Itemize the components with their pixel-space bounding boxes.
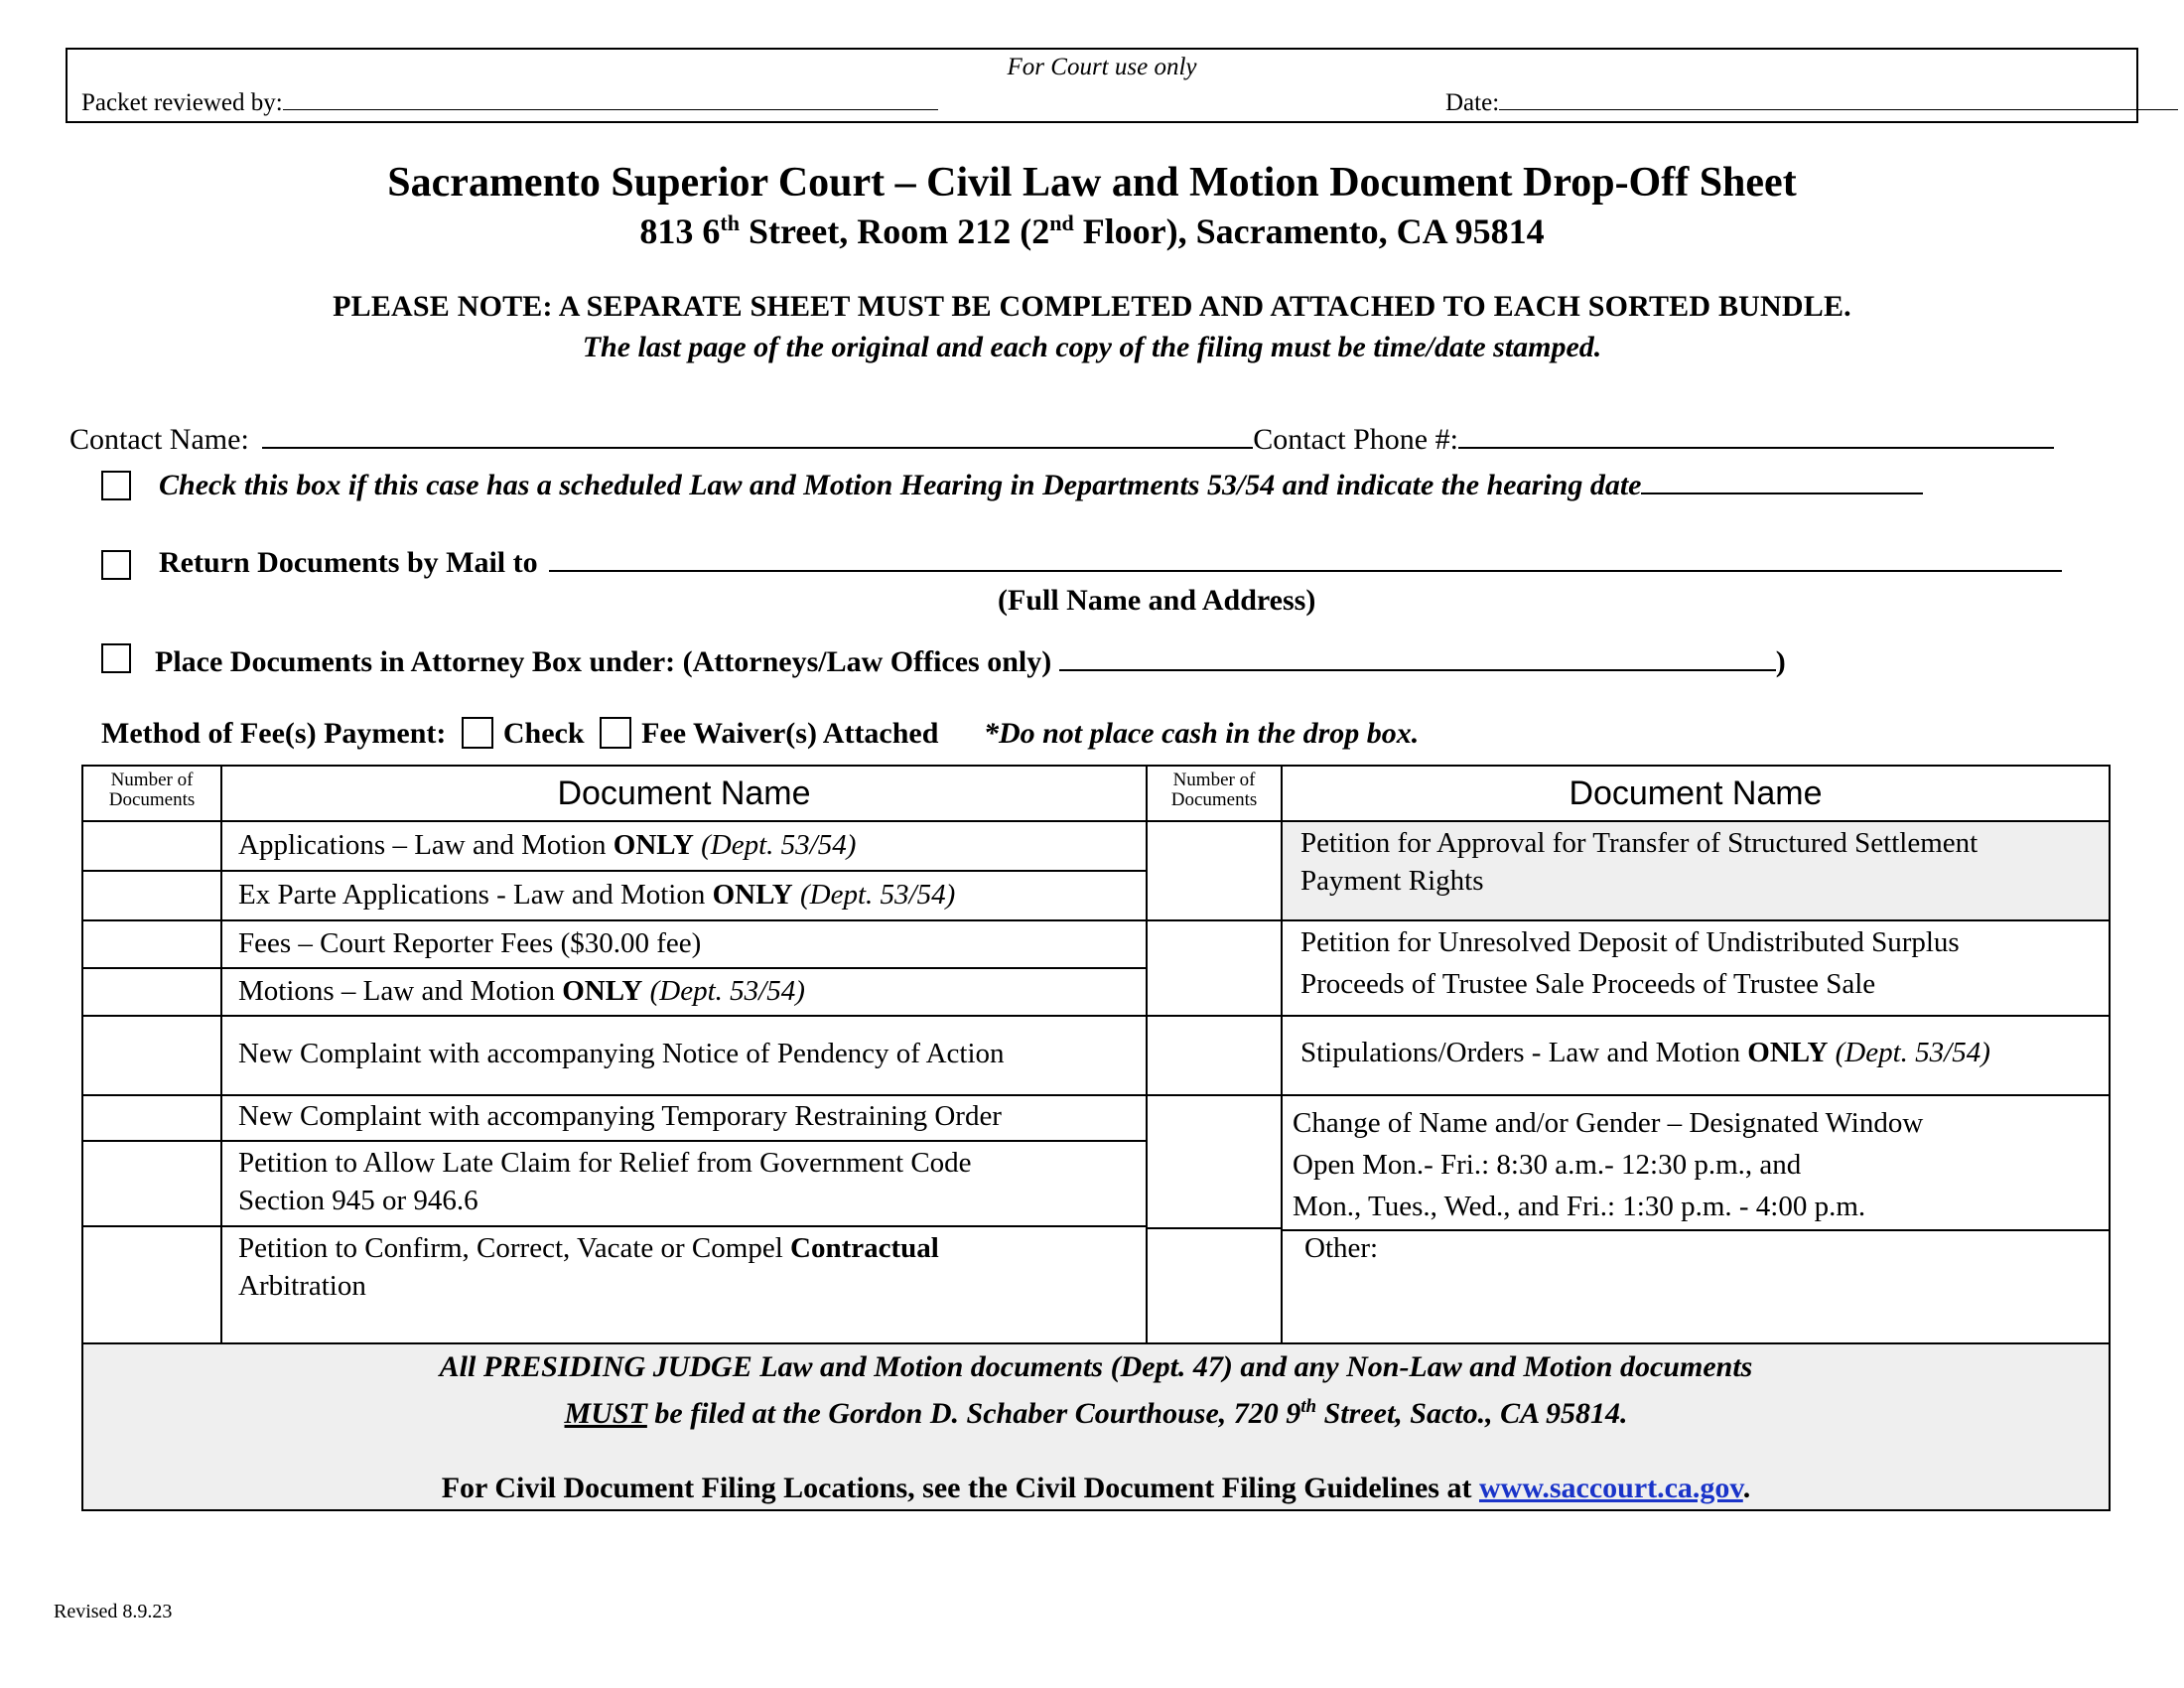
contact-phone-label: Contact Phone #: (1253, 423, 1458, 456)
court-use-box (66, 48, 2138, 123)
fee-payment-label: Method of Fee(s) Payment: (101, 717, 447, 750)
separate-sheet-note: PLEASE NOTE: A SEPARATE SHEET MUST BE COMPLETED AND ATTACHED TO EACH SORTED BUNDLE. (333, 290, 1851, 323)
doc-ex-parte: Ex Parte Applications - Law and Motion ONLY (Dept. 53/54) (238, 879, 956, 911)
hearing-label: Check this box if this case has a scheduled Law and Motion Hearing in Departments 53/54 and indicate the hearing date (159, 469, 1923, 502)
attorney-name-field[interactable] (1059, 669, 1776, 671)
packet-reviewed-label: Packet reviewed by: (81, 89, 283, 116)
court-address: 813 6th Street, Room 212 (2nd Floor), Sacramento, CA 95814 (639, 211, 1545, 251)
page-title: Sacramento Superior Court – Civil Law and Motion Document Drop-Off Sheet (387, 160, 1797, 206)
fee-waiver-checkbox[interactable] (600, 717, 631, 749)
attorney-label: Place Documents in Attorney Box under: (Attorneys/Law Offices only) ) (155, 645, 1786, 678)
doc-complaint-pendency: New Complaint with accompanying Notice of Pendency of Action (238, 1038, 1005, 1069)
check-payment-checkbox[interactable] (462, 717, 493, 749)
attorney-checkbox[interactable] (101, 643, 131, 673)
mail-checkbox[interactable] (101, 550, 131, 580)
contact-phone-field[interactable] (1458, 417, 2054, 449)
time-stamp-note: The last page of the original and each copy of the filing must be time/date stamped. (582, 331, 1602, 363)
header-number-of-documents-right: Number of Documents (1170, 770, 1258, 810)
header-document-name-left: Document Name (557, 774, 811, 812)
court-date-field[interactable] (1445, 89, 2178, 117)
doc-applications: Applications – Law and Motion ONLY (Dept. 53/54) (238, 829, 857, 861)
revision-date: Revised 8.9.23 (54, 1601, 173, 1622)
hearing-date-field[interactable] (1641, 492, 1923, 494)
contact-name-field[interactable] (262, 417, 1253, 449)
mail-label: Return Documents by Mail to (159, 546, 2062, 580)
doc-late-claim: Petition to Allow Late Claim for Relief from Government Code Section 945 or 946.6 (238, 1147, 972, 1216)
doc-contractual-arbitration: Petition to Confirm, Correct, Vacate or Compel Contractual Arbitration (238, 1232, 939, 1302)
hearing-checkbox[interactable] (101, 471, 131, 500)
no-cash-note: *Do not place cash in the drop box. (983, 717, 1420, 750)
doc-stipulations: Stipulations/Orders - Law and Motion ONLY (Dept. 53/54) (1300, 1037, 1990, 1068)
doc-surplus-proceeds: Petition for Unresolved Deposit of Undistributed Surplus Proceeds of Trustee Sale Proceeds of Trustee Sale (1300, 926, 1960, 1000)
doc-structured-settlement: Petition for Approval for Transfer of Structured Settlement Payment Rights (1300, 827, 1979, 897)
doc-other: Other: (1304, 1232, 1379, 1264)
court-use-title: For Court use only (1007, 54, 1197, 80)
fee-payment-row (101, 717, 1419, 752)
schaber-courthouse-note: MUST be filed at the Gordon D. Schaber Courthouse, 720 9th Street, Sacto., CA 95814. (564, 1396, 1628, 1430)
document-table (81, 765, 2111, 1511)
doc-motions: Motions – Law and Motion ONLY (Dept. 53/54) (238, 975, 805, 1007)
court-date-label: Date: (1445, 89, 1500, 116)
packet-reviewed-field[interactable] (81, 89, 938, 117)
saccourt-link[interactable]: www.saccourt.ca.gov (1478, 1472, 1743, 1504)
contact-name-label: Contact Name: (69, 423, 249, 456)
header-document-name-right: Document Name (1569, 774, 1823, 812)
presiding-judge-note: All PRESIDING JUDGE Law and Motion documents (Dept. 47) and any Non-Law and Motion documents (439, 1350, 1753, 1383)
contact-row (69, 417, 2054, 457)
doc-court-reporter-fees: Fees – Court Reporter Fees ($30.00 fee) (238, 927, 702, 959)
check-payment-label: Check (502, 717, 585, 750)
mail-address-hint: (Full Name and Address) (998, 584, 1316, 617)
doc-name-change: Change of Name and/or Gender – Designated Window Open Mon.- Fri.: 8:30 a.m.- 12:30 p.m., and Mon., Tues., Wed., and Fri.: 1:30 p.m. - 4:00 p.m. (1293, 1107, 1924, 1222)
mail-address-field[interactable] (549, 570, 2062, 572)
filing-locations-note: For Civil Document Filing Locations, see the Civil Document Filing Guidelines at www.saccourt.ca.gov. (441, 1472, 1751, 1504)
doc-complaint-tro: New Complaint with accompanying Temporary Restraining Order (238, 1100, 1002, 1132)
header-number-of-documents-left: Number of Documents (108, 770, 196, 810)
fee-waiver-label: Fee Waiver(s) Attached (641, 717, 939, 750)
